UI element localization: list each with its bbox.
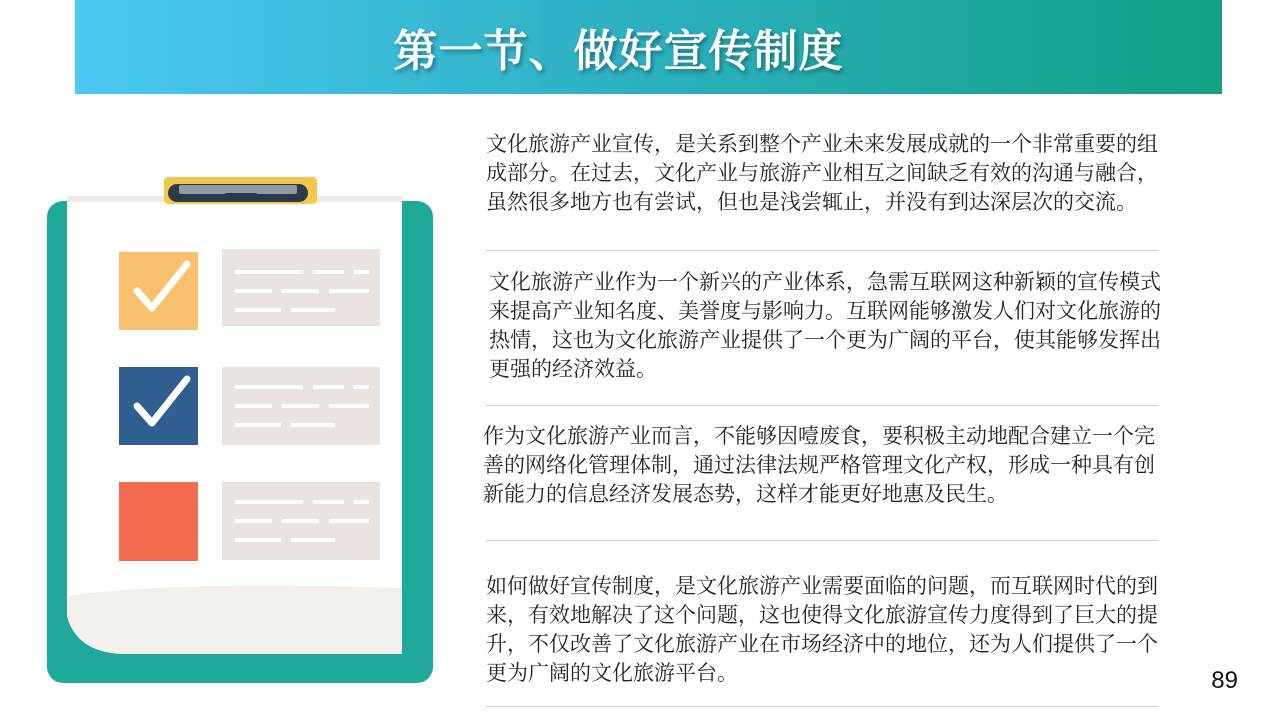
divider [486, 250, 1158, 251]
paragraph-4: 如何做好宣传制度，是文化旅游产业需要面临的问题，而互联网时代的到来，有效地解决了这个问题，这也使得文化旅游宣传力度得到了巨大的提升，不仅改善了文化旅游产业在市场经济中的地位，还为人们提供了一个更为广阔的文化旅游平台。 [486, 574, 1158, 685]
page-title: 第一节、做好宣传制度 [393, 26, 844, 77]
title-banner [75, 0, 1222, 94]
paragraph-2: 文化旅游产业作为一个新兴的产业体系，急需互联网这种新颖的宣传模式来提高产业知名度、美誉度与影响力。互联网能够激发人们对文化旅游的热情，这也为文化旅游产业提供了一个更为广阔的平台，使其能够发挥出更强的经济效益。 [489, 270, 1161, 381]
checkbox-unchecked [119, 482, 198, 561]
page-number: 89 [1211, 667, 1238, 694]
paper-curl [67, 586, 402, 654]
paragraph-1: 文化旅游产业宣传，是关系到整个产业未来发展成就的一个非常重要的组成部分。在过去，文化产业与旅游产业相互之间缺乏有效的沟通与融合，虽然很多地方也有尝试，但也是浅尝辄止，并没有到达深层次的交流。 [486, 132, 1158, 214]
divider [486, 405, 1158, 406]
paragraph-3: 作为文化旅游产业而言，不能够因噎废食，要积极主动地配合建立一个完善的网络化管理体制，通过法律法规严格管理文化产权，形成一种具有创新能力的信息经济发展态势，这样才能更好地惠及民生。 [483, 424, 1155, 506]
clipboard-checklist-illustration [47, 176, 435, 686]
divider [486, 540, 1158, 541]
divider [486, 706, 1158, 707]
text-lines-placeholder [222, 249, 380, 326]
